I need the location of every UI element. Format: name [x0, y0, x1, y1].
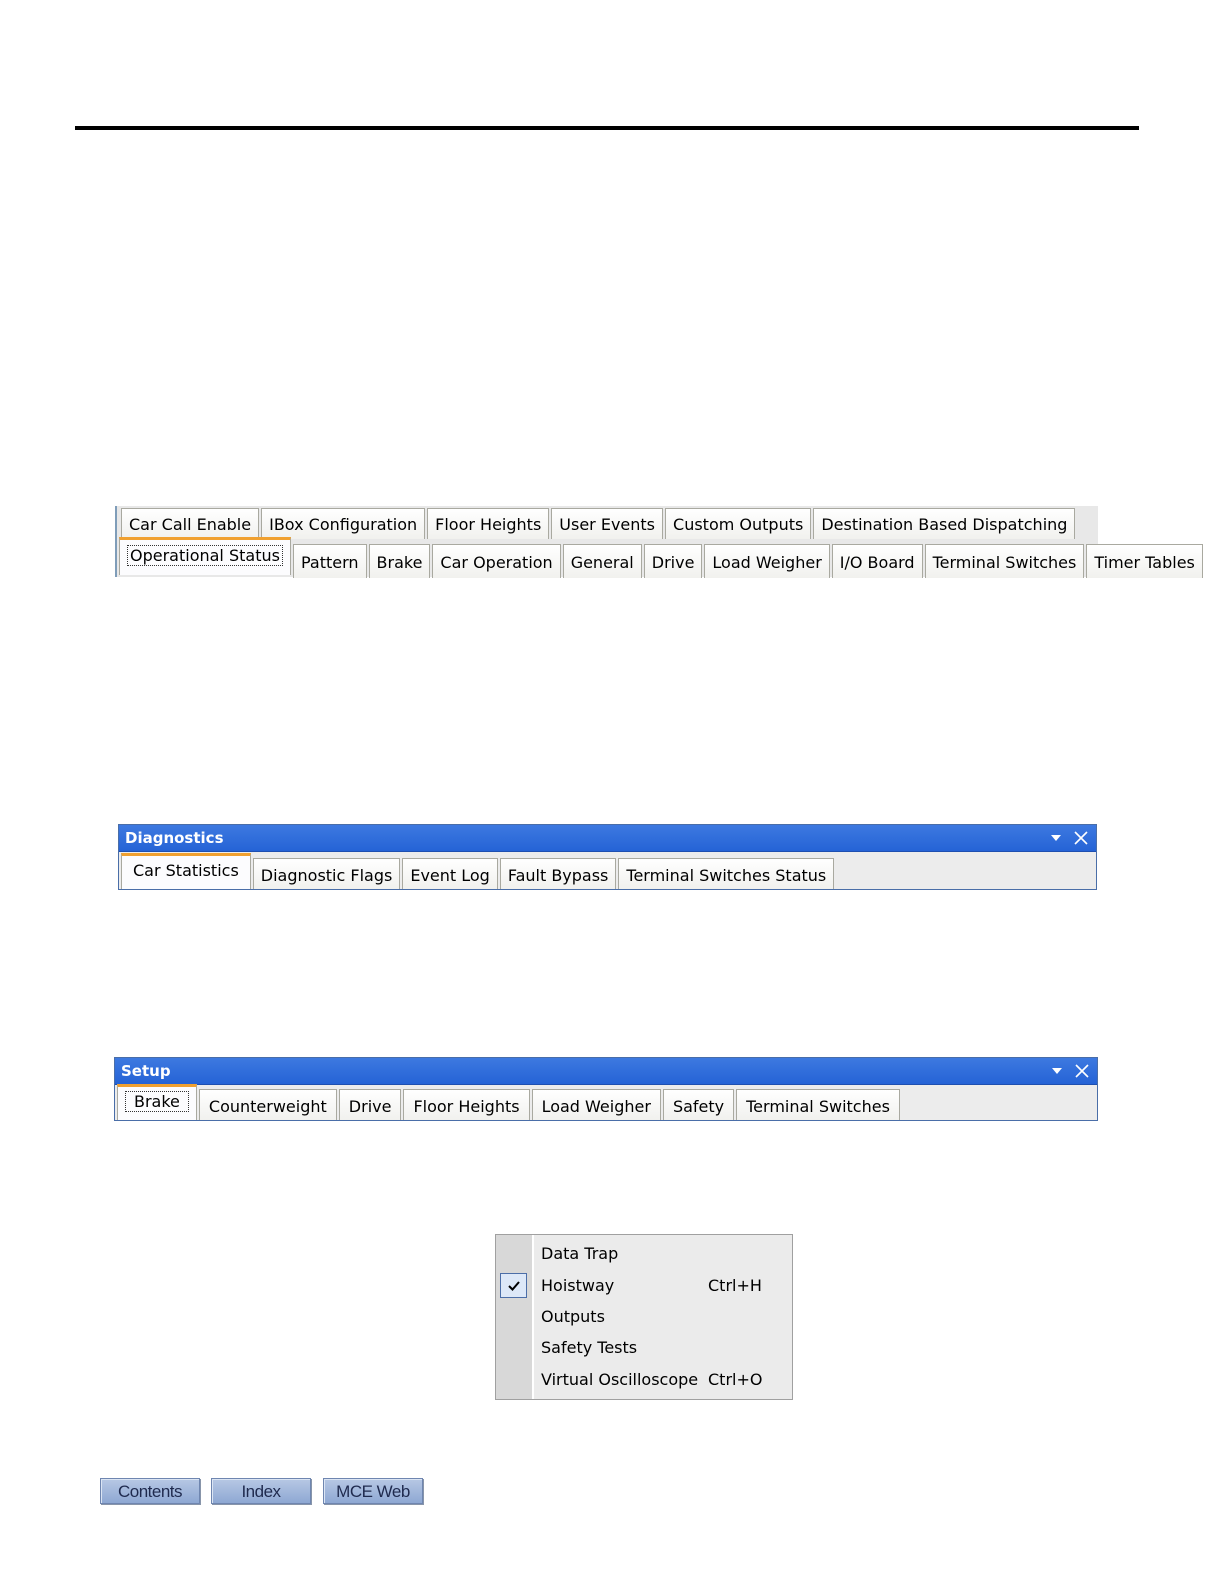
- tab-row-2: [119, 540, 1203, 578]
- tab-timer-tables[interactable]: Timer Tables: [1086, 544, 1203, 578]
- tab-custom-outputs[interactable]: Custom Outputs: [665, 508, 811, 539]
- tab-car-statistics[interactable]: Car Statistics: [121, 853, 251, 889]
- tab-terminal-switches-status[interactable]: Terminal Switches Status: [618, 858, 834, 889]
- tab-label: Brake: [125, 1091, 189, 1112]
- diagnostics-titlebar: [119, 825, 1096, 852]
- tab-drive[interactable]: Drive: [644, 544, 703, 578]
- menu-item-label: Hoistway: [541, 1276, 615, 1295]
- tab-counterweight[interactable]: Counterweight: [199, 1089, 337, 1120]
- setup-titlebar: [115, 1058, 1097, 1085]
- menu-item-label: Safety Tests: [541, 1338, 638, 1357]
- tab-destination-based-dispatching[interactable]: Destination Based Dispatching: [813, 508, 1075, 539]
- menu-item-outputs[interactable]: [496, 1301, 792, 1332]
- tab-load-weigher[interactable]: Load Weigher: [704, 544, 829, 578]
- panel-title: Diagnostics: [125, 829, 224, 847]
- tab-ibox-configuration[interactable]: IBox Configuration: [261, 508, 425, 539]
- setup-panel: [114, 1057, 1098, 1121]
- tab-label: Operational Status: [127, 545, 283, 566]
- tab-diagnostic-flags[interactable]: Diagnostic Flags: [253, 858, 401, 889]
- index-button[interactable]: Index: [211, 1478, 311, 1504]
- diagnostics-panel: [118, 824, 1097, 890]
- setup-tabs: [117, 1084, 900, 1120]
- tab-floor-heights[interactable]: Floor Heights: [403, 1089, 529, 1120]
- menu-item-virtual-oscilloscope[interactable]: [496, 1364, 792, 1395]
- tab-pattern[interactable]: Pattern: [293, 544, 367, 578]
- checkmark-icon: [500, 1273, 527, 1298]
- tab-event-log[interactable]: Event Log: [402, 858, 498, 889]
- panel-title: Setup: [121, 1062, 171, 1080]
- menu-item-shortcut: Ctrl+H: [708, 1276, 762, 1295]
- menu-item-label: Outputs: [541, 1307, 605, 1326]
- tab-fault-bypass[interactable]: Fault Bypass: [500, 858, 617, 889]
- tab-floor-heights[interactable]: Floor Heights: [427, 508, 549, 539]
- tab-general[interactable]: General: [563, 544, 642, 578]
- header-rule: [75, 126, 1139, 130]
- tab-load-weigher[interactable]: Load Weigher: [532, 1089, 661, 1120]
- tab-terminal-switches[interactable]: Terminal Switches: [925, 544, 1085, 578]
- close-icon[interactable]: [1075, 1064, 1089, 1078]
- tab-io-board[interactable]: I/O Board: [832, 544, 923, 578]
- tab-brake[interactable]: Brake: [369, 544, 431, 578]
- tab-car-call-enable[interactable]: Car Call Enable: [121, 508, 259, 539]
- menu-item-label: Virtual Oscilloscope: [541, 1370, 699, 1389]
- tab-car-operation[interactable]: Car Operation: [432, 544, 560, 578]
- tab-terminal-switches[interactable]: Terminal Switches: [736, 1089, 900, 1120]
- menu-item-shortcut: Ctrl+O: [708, 1370, 763, 1389]
- view-menu: [495, 1234, 793, 1400]
- tab-brake[interactable]: [117, 1084, 197, 1120]
- menu-item-hoistway[interactable]: [496, 1270, 792, 1301]
- menu-item-label: Data Trap: [541, 1244, 619, 1263]
- dropdown-arrow-icon[interactable]: [1050, 834, 1062, 842]
- tab-operational-status[interactable]: [119, 537, 291, 575]
- tab-safety[interactable]: Safety: [663, 1089, 734, 1120]
- menu-item-data-trap[interactable]: [496, 1238, 792, 1269]
- mce-web-button[interactable]: MCE Web: [323, 1478, 423, 1504]
- tab-user-events[interactable]: User Events: [551, 508, 663, 539]
- tab-drive[interactable]: Drive: [339, 1089, 402, 1120]
- dropdown-arrow-icon[interactable]: [1051, 1067, 1063, 1075]
- contents-button[interactable]: Contents: [100, 1478, 200, 1504]
- tab-strip-main: [115, 506, 1195, 577]
- menu-item-safety-tests[interactable]: [496, 1332, 792, 1363]
- close-icon[interactable]: [1074, 831, 1088, 845]
- tab-row-1: [121, 508, 1075, 539]
- diagnostics-tabs: [121, 853, 834, 889]
